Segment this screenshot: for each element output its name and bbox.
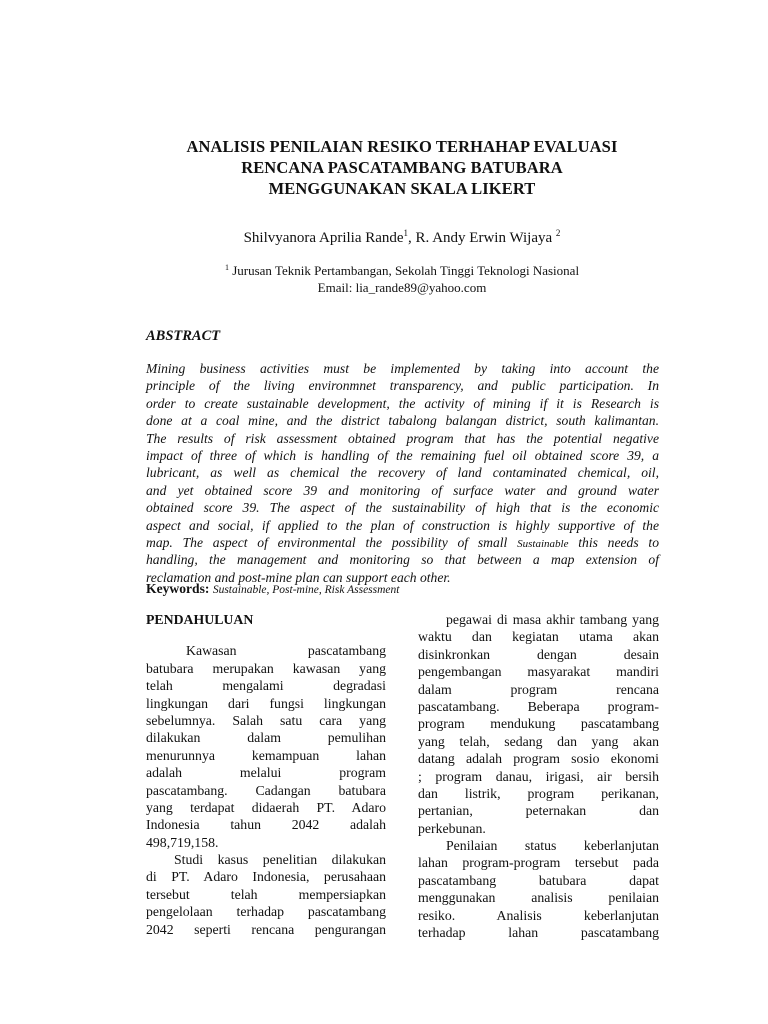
body-line: 498,719,158. (146, 834, 219, 850)
author-affiliation-mark: 2 (555, 228, 561, 238)
body-line: tersebut telah mempersiapkan (146, 886, 386, 902)
body-line: Kawasan pascatambang (186, 643, 386, 659)
abstract-text: this needs to (568, 534, 659, 550)
section-heading: PENDAHULUAN (146, 612, 254, 627)
body-line: disinkronkan dengan desain (418, 646, 659, 662)
title-line: ANALISIS PENILAIAN RESIKO TERHAHAP EVALUASI (186, 137, 618, 156)
abstract-line: obtained score 39. The aspect of the sustainability of high that is the economic (146, 500, 659, 516)
abstract-small-word: Sustainable (517, 537, 569, 550)
body-line: 2042 seperti rencana pengurangan (146, 921, 386, 937)
body-line: dan listrik, program perikanan, (418, 785, 659, 801)
abstract-line: handling, the management and monitoring so that between a map extension of (146, 552, 659, 568)
abstract-line: The results of risk assessment obtained program that has the potential negative (146, 430, 659, 446)
body-line: pegawai di masa akhir tambang yang (446, 612, 659, 627)
body-line: dalam program rencana (418, 681, 659, 697)
body-line: menggunakan analisis penilaian (418, 890, 659, 906)
body-line: batubara merupakan kawasan yang (146, 660, 386, 676)
body-line: resiko. Analisis keberlanjutan (418, 907, 659, 923)
abstract-line: and yet obtained score 39 and monitoring of surface water and ground water (146, 482, 659, 498)
body-line: yang terdapat didaerah PT. Adaro (146, 799, 386, 815)
paper-title (146, 136, 658, 199)
author-affiliation-mark: 1 (403, 228, 409, 238)
body-line: pascatambang. Beberapa program- (418, 698, 659, 714)
body-line: Penilaian status keberlanjutan (446, 838, 659, 854)
left-column (146, 611, 386, 938)
body-line: Studi kasus penelitian dilakukan (174, 852, 386, 868)
body-line: pengembangan masyarakat mandiri (418, 664, 659, 680)
body-line: ; program danau, irigasi, air bersih (418, 768, 659, 784)
body-line: di PT. Adaro Indonesia, perusahaan (146, 869, 386, 885)
keywords-label: Keywords: (146, 581, 213, 596)
body-line: Indonesia tahun 2042 adalah (146, 817, 386, 833)
body-line: program mendukung pascatambang (418, 716, 659, 732)
body-line: sebelumnya. Salah satu cara yang (146, 712, 386, 728)
heading-gap (146, 628, 386, 642)
body-line: pascatambang batubara dapat (418, 872, 659, 888)
body-line: yang telah, sedang dan yang akan (418, 733, 659, 749)
affiliation-line (146, 262, 658, 279)
keywords-line (146, 580, 399, 599)
affiliation-text: Jurusan Teknik Pertambangan, Sekolah Tinggi Teknologi Nasional (228, 263, 580, 278)
body-line: dilakukan dalam pemulihan (146, 730, 386, 746)
body-line: lahan program-program tersebut pada (418, 855, 659, 871)
body-line: pertanian, peternakan dan (418, 803, 659, 819)
abstract-line: aspect and social, if applied to the plan of construction is highly supportive of the (146, 517, 659, 533)
abstract-line: principle of the living environmnet transparency, and public participation. In (146, 378, 659, 394)
abstract-text: map. The aspect of environmental the possibility of small (146, 534, 518, 550)
author-name: R. Andy Erwin Wijaya (415, 230, 556, 246)
right-column (418, 611, 659, 941)
body-line: perkebunan. (418, 820, 486, 836)
abstract-line: reclamation and post-mine plan can support each other. (146, 569, 451, 585)
abstract-body (146, 360, 659, 586)
title-line: RENCANA PASCATAMBANG BATUBARA (241, 158, 563, 177)
body-line: menurunnya kemampuan lahan (146, 747, 386, 763)
abstract-line: Mining business activities must be implemented by taking into account the (146, 361, 659, 376)
abstract-line: impact of three of which is handling of the remaining fuel oil obtained score 39, a (146, 447, 659, 463)
author-email: Email: lia_rande89@yahoo.com (317, 280, 487, 295)
body-line: datang adalah program sosio ekonomi (418, 751, 659, 767)
affiliation-mark: 1 (224, 263, 229, 272)
abstract-line (146, 534, 659, 551)
body-line: lingkungan dari fungsi lingkungan (146, 695, 386, 711)
title-line: MENGGUNAKAN SKALA LIKERT (268, 179, 536, 198)
affiliation-block (146, 262, 658, 296)
abstract-line: done at a coal mine, and the district tabalong balangan district, south kalimantan. (146, 413, 659, 429)
body-line: adalah melalui program (146, 765, 386, 781)
author-separator: , (408, 230, 416, 246)
body-line: telah mengalami degradasi (146, 678, 386, 694)
abstract-heading: ABSTRACT (146, 328, 221, 344)
abstract-line: lubricant, as well as chemical the recovery of land contaminated chemical, oil, (146, 465, 659, 481)
author-list (146, 229, 658, 248)
author-name: Shilvyanora Aprilia Rande (243, 230, 404, 246)
body-line: pascatambang. Cadangan batubara (146, 782, 386, 798)
abstract-line: order to create sustainable development, the activity of mining if it is Research is (146, 395, 659, 411)
body-line: terhadap lahan pascatambang (418, 925, 659, 941)
keywords-text: Sustainable, Post-mine, Risk Assessment (212, 584, 400, 596)
body-line: waktu dan kegiatan utama akan (418, 629, 659, 645)
body-line: pengelolaan terhadap pascatambang (146, 904, 386, 920)
